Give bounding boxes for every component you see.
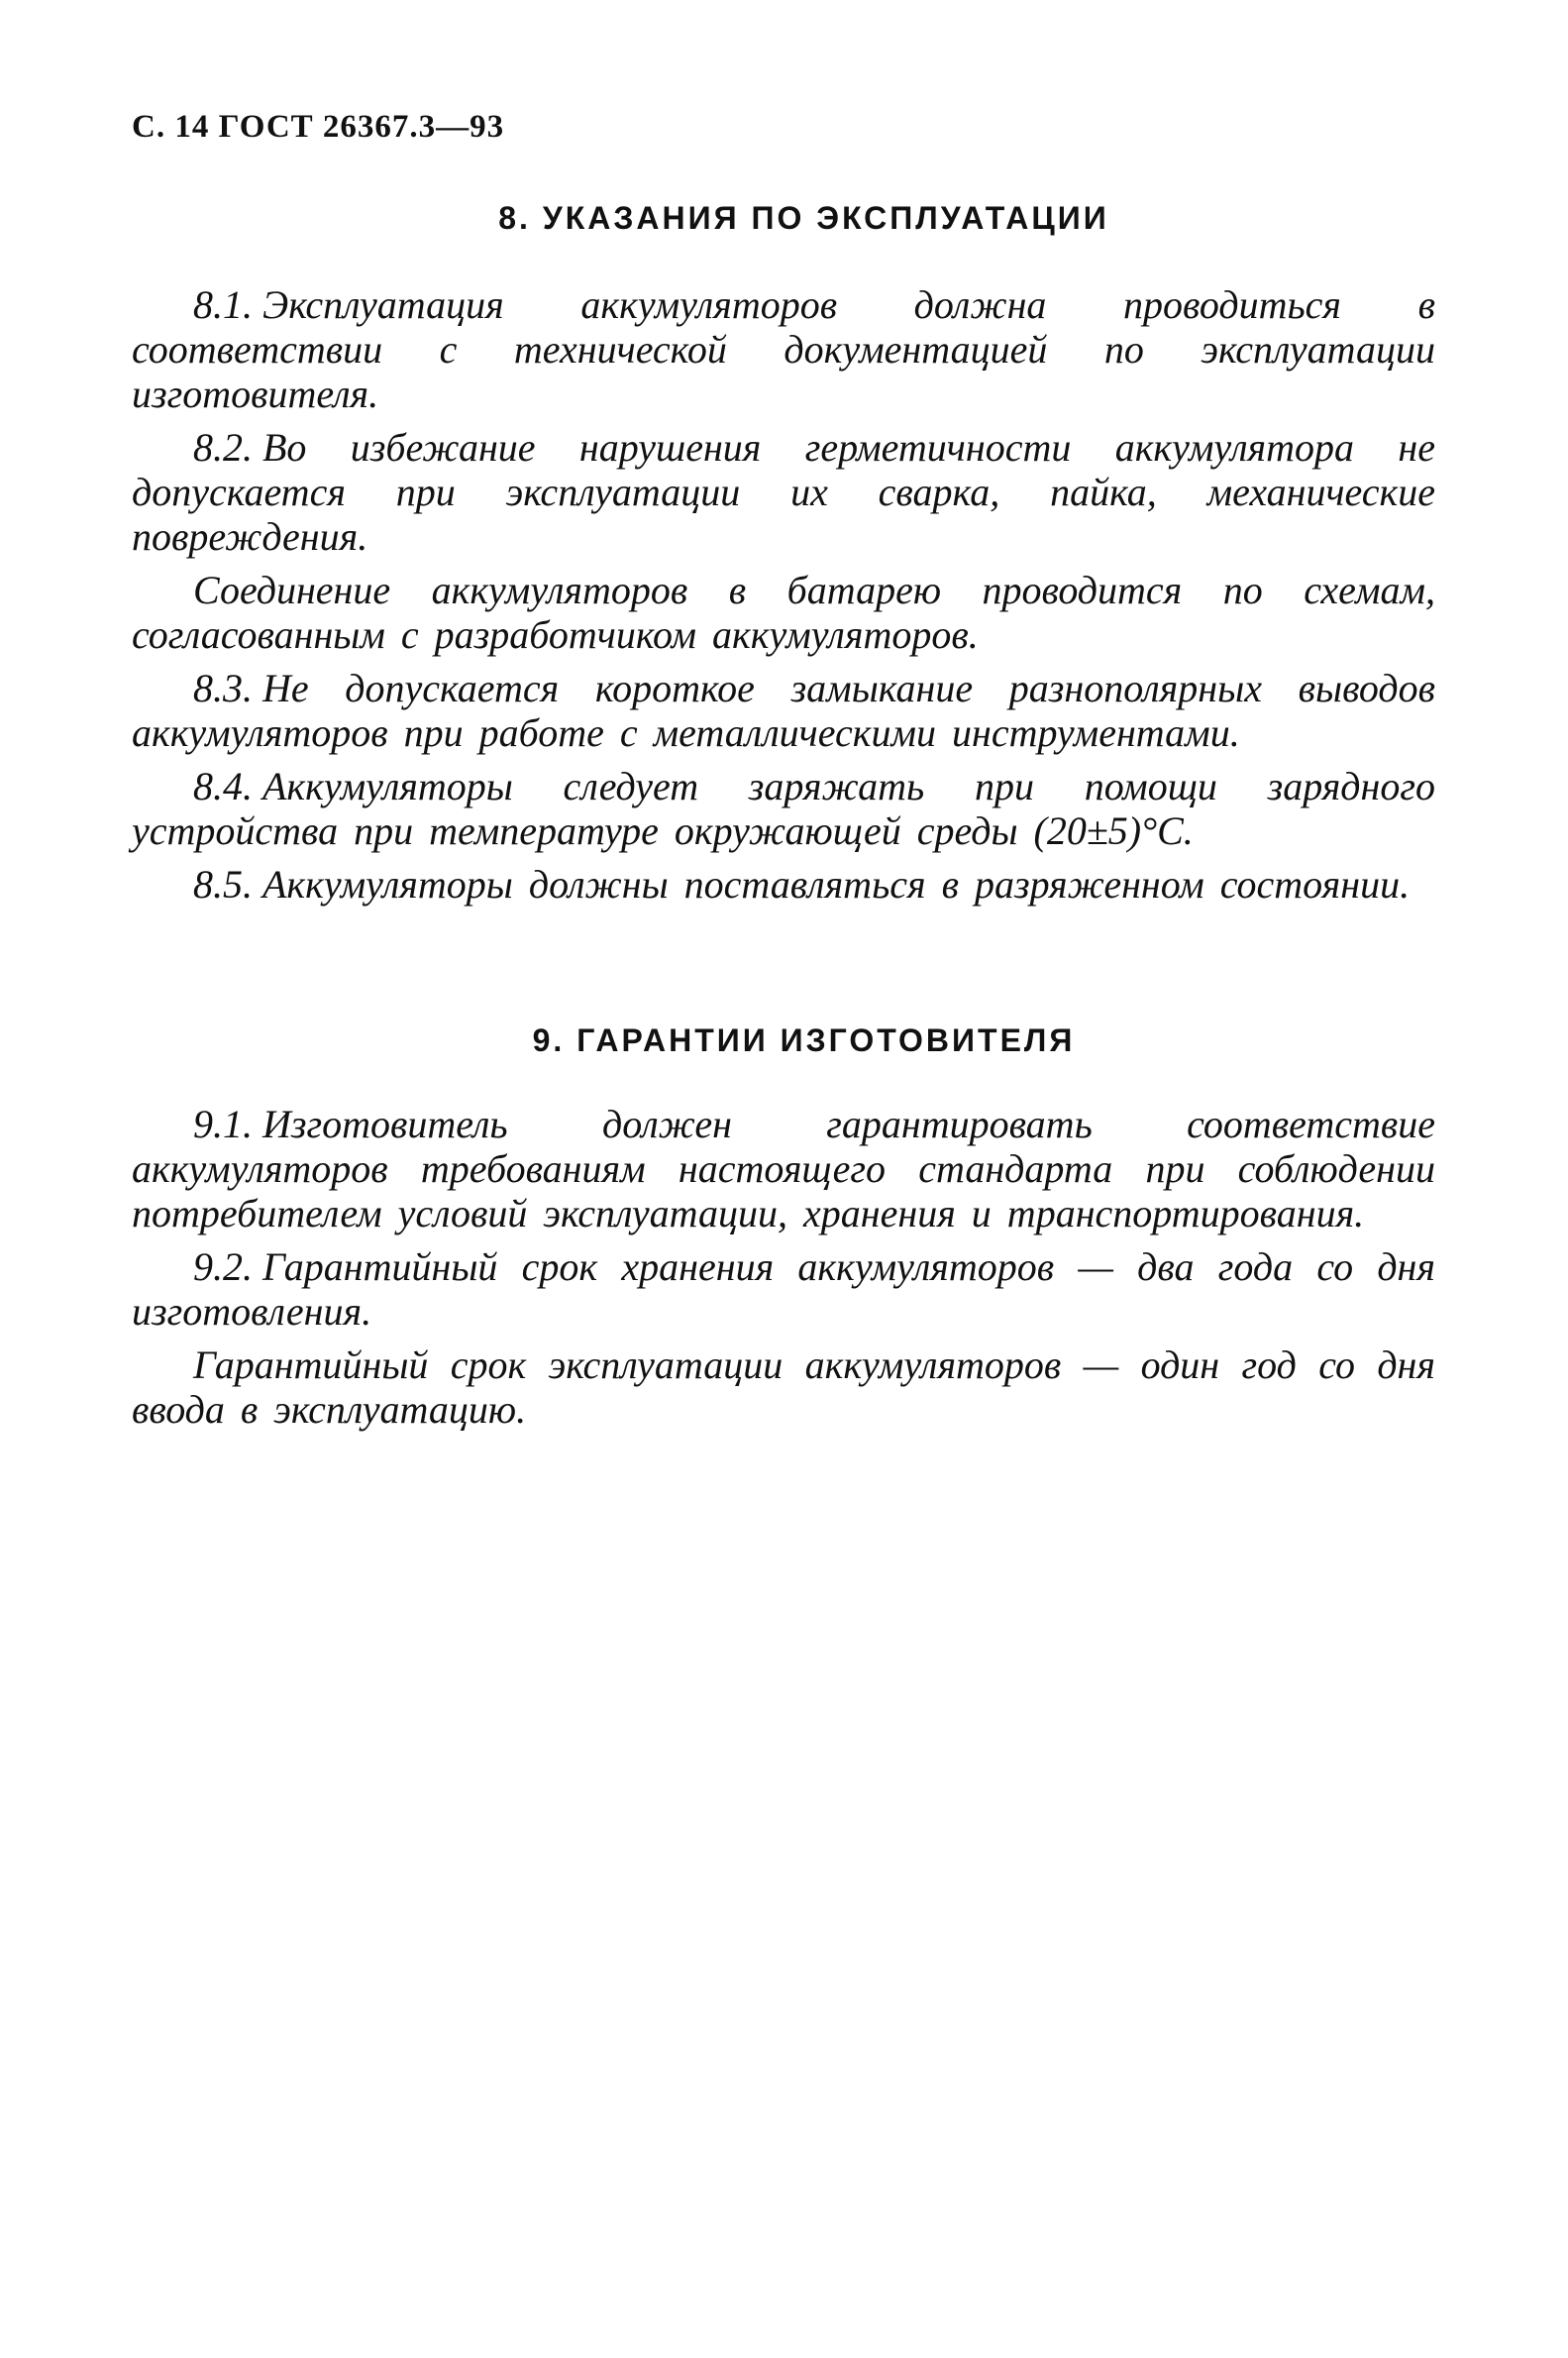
paragraph-number: 8.2. <box>193 425 253 470</box>
paragraph-text: Соединение аккумуляторов в батарею проводится по схемам, согласованным с разработчиком аккумуляторов. <box>132 568 1435 657</box>
section-9-title: 9. ГАРАНТИИ ИЗГОТОВИТЕЛЯ <box>532 1022 1076 1058</box>
paragraph-8-3 <box>132 666 1435 755</box>
paragraph-9-2-continuation <box>132 1342 1435 1432</box>
paragraph-text: Во избежание нарушения герметичности аккумулятора не допускается при эксплуатации их сварка, пайка, механические повреждения. <box>132 425 1435 559</box>
paragraph-9-1 <box>132 1102 1435 1235</box>
paragraph-number: 8.5. <box>193 862 253 907</box>
paragraph-text: Не допускается короткое замыкание разнополярных выводов аккумуляторов при работе с металлическими инструментами. <box>132 666 1435 755</box>
paragraph-8-2 <box>132 425 1435 559</box>
paragraph-text: Гарантийный срок хранения аккумуляторов — два года со дня изготовления. <box>132 1244 1435 1334</box>
paragraph-text: Аккумуляторы следует заряжать при помощи зарядного устройства при температуре окружающей среды (20±5)°С. <box>132 764 1435 853</box>
section-8-title: 8. УКАЗАНИЯ ПО ЭКСПЛУАТАЦИИ <box>498 200 1109 236</box>
page-header: С. 14 ГОСТ 26367.3—93 <box>132 109 505 145</box>
paragraph-number: 8.1. <box>193 282 253 327</box>
paragraph-8-1 <box>132 282 1435 416</box>
paragraph-number: 9.1. <box>193 1102 253 1146</box>
paragraph-text: Эксплуатация аккумуляторов должна проводиться в соответствии с технической документацией по эксплуатации изготовителя. <box>132 282 1435 416</box>
paragraph-8-2-continuation <box>132 568 1435 657</box>
paragraph-8-5 <box>132 862 1435 907</box>
paragraph-9-2 <box>132 1244 1435 1334</box>
paragraph-number: 8.4. <box>193 764 253 808</box>
paragraph-number: 8.3. <box>193 666 253 710</box>
paragraph-number: 9.2. <box>193 1244 253 1289</box>
paragraph-8-4 <box>132 764 1435 853</box>
section-8-body <box>132 282 1435 915</box>
paragraph-text: Изготовитель должен гарантировать соответствие аккумуляторов требованиям настоящего стандарта при соблюдении потребителем условий эксплуатации, хранения и транспортирования. <box>132 1102 1435 1235</box>
paragraph-text: Гарантийный срок эксплуатации аккумуляторов — один год со дня ввода в эксплуатацию. <box>132 1342 1435 1432</box>
paragraph-text: Аккумуляторы должны поставляться в разряженном состоянии. <box>262 862 1411 907</box>
section-9-body <box>132 1102 1435 1441</box>
